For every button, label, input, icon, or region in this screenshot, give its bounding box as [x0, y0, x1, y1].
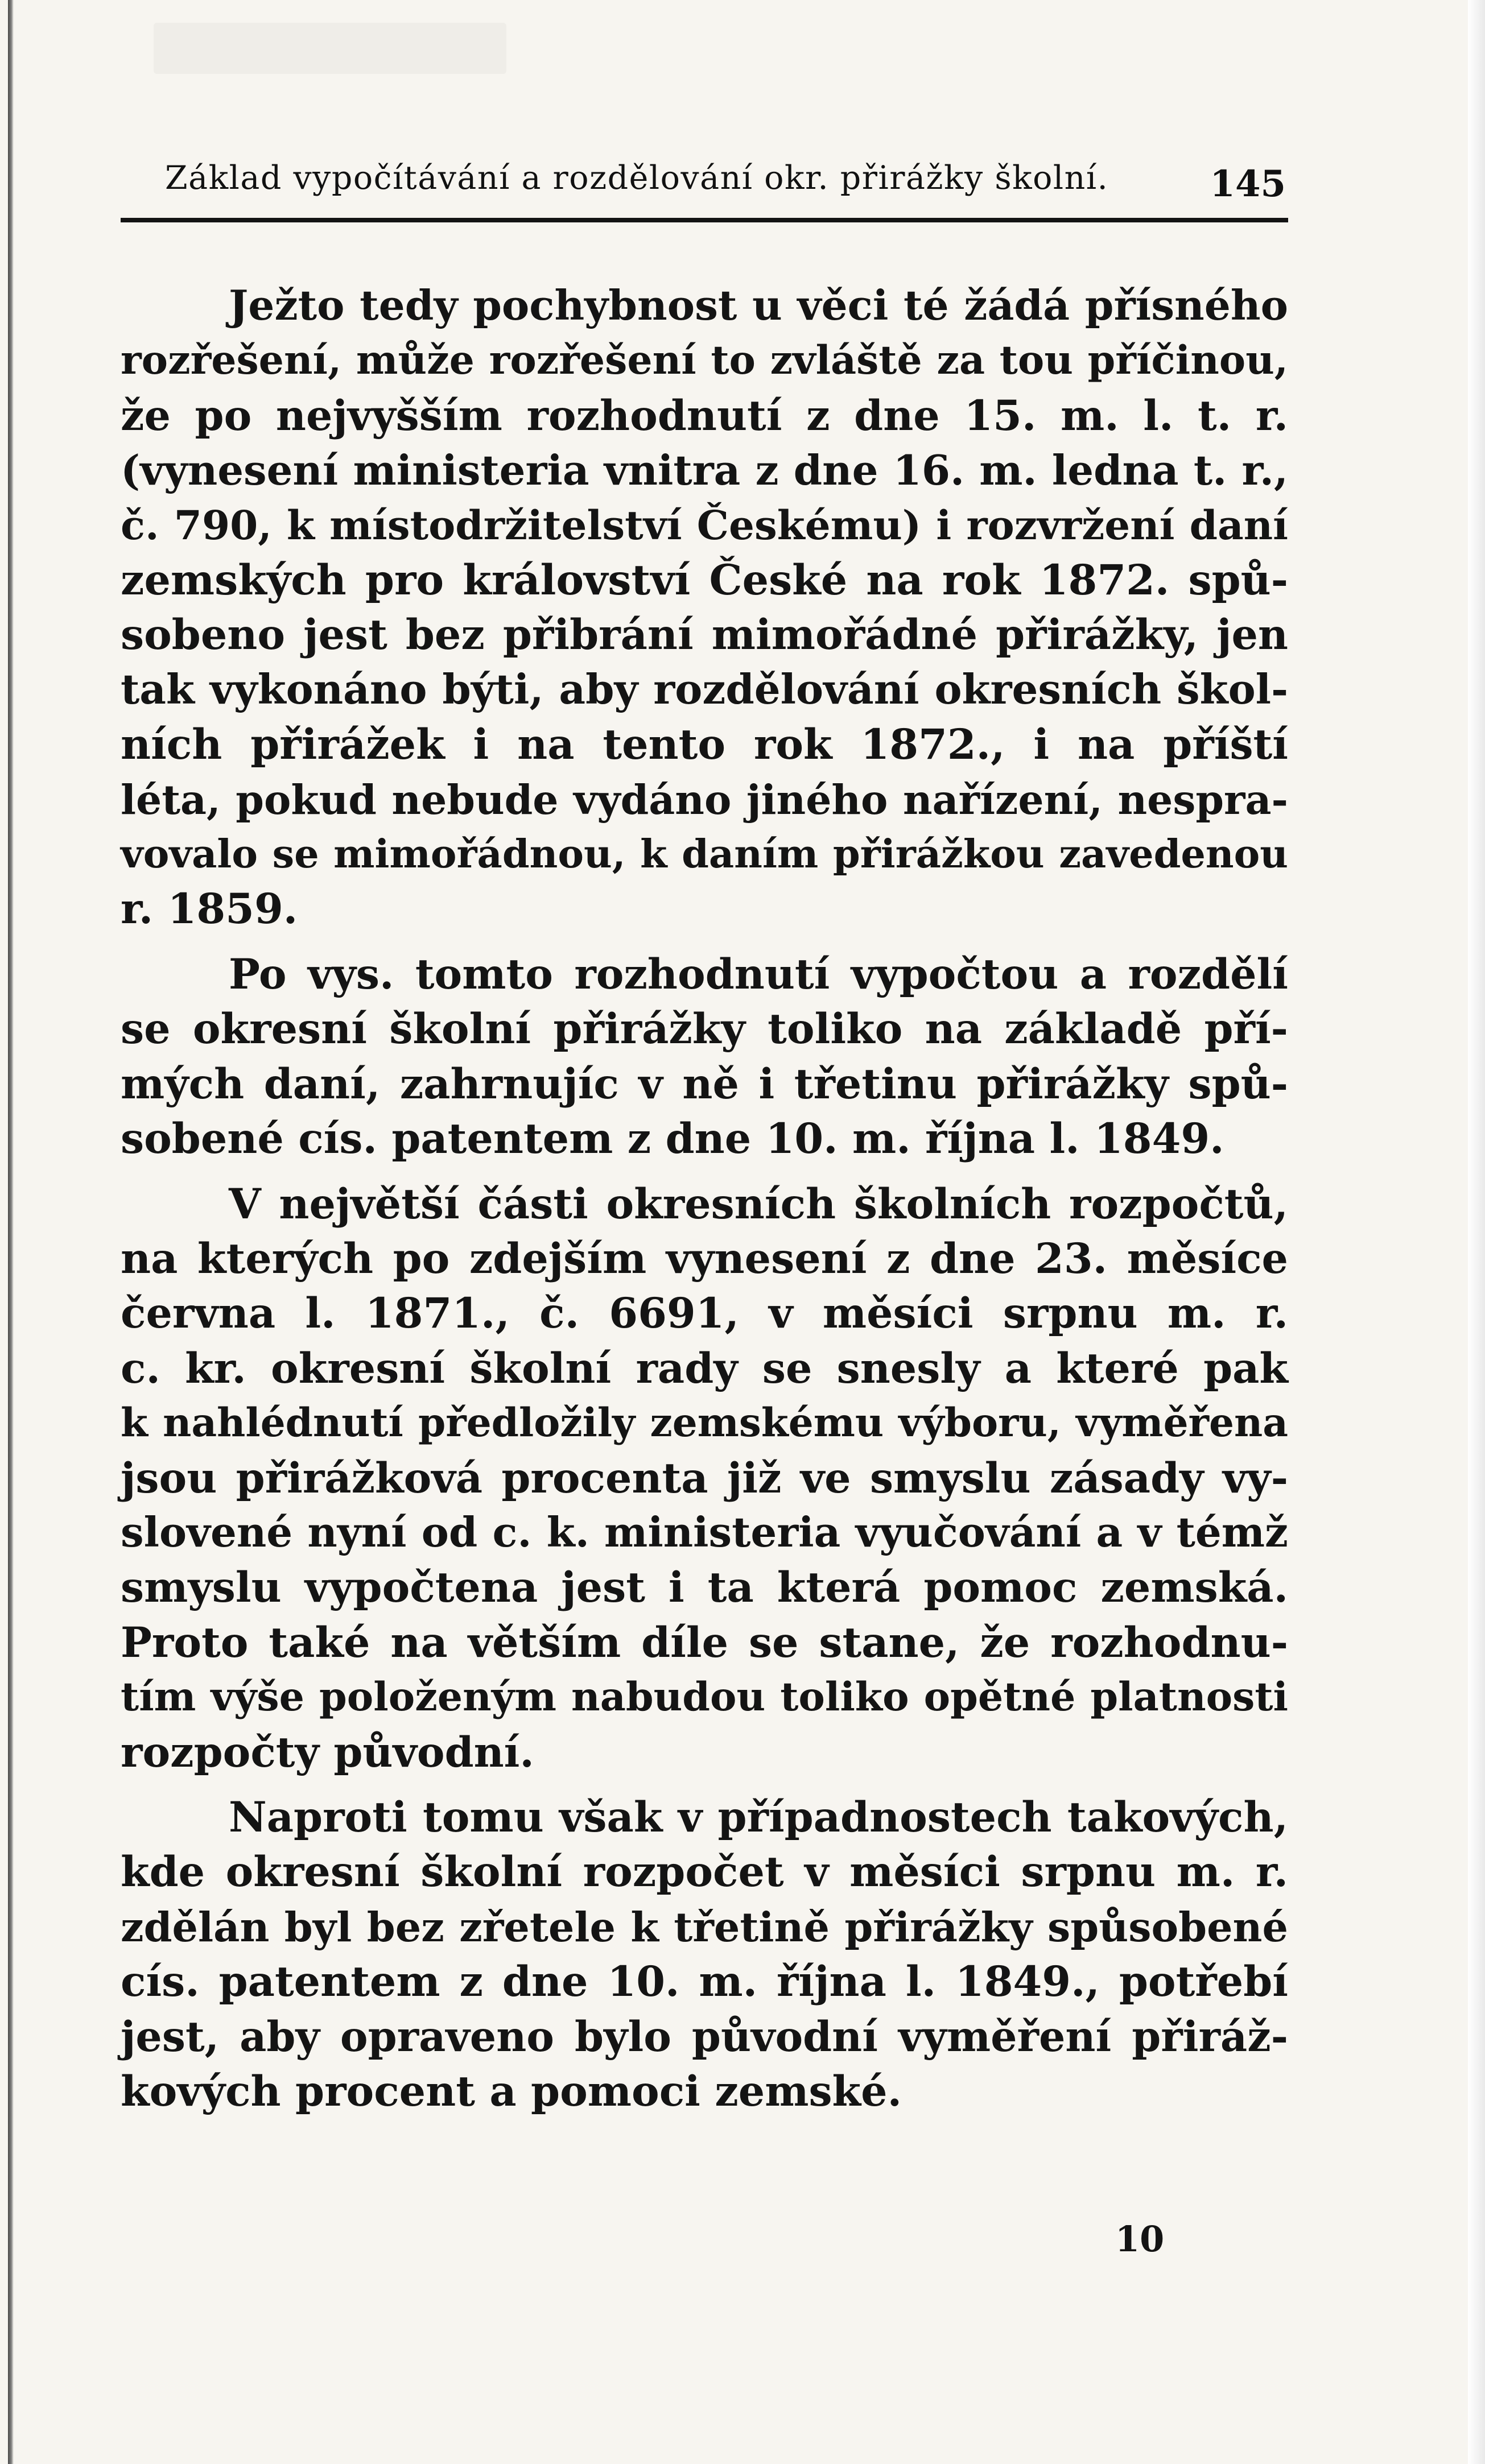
- text-line: sobeno jest bez přibrání mimořádné přirážky, jen: [121, 610, 1288, 660]
- text-line: tak vykonáno býti, aby rozdělování okresních škol-: [121, 665, 1288, 714]
- paragraph: [121, 1790, 1288, 2119]
- text-line: Ježto tedy pochybnost u věci té žádá přísného: [229, 282, 1288, 330]
- text-line: že po nejvyšším rozhodnutí z dne 15. m. l. t. r.: [121, 391, 1288, 440]
- text-line: léta, pokud nebude vydáno jiného nařízení, nespra-: [121, 775, 1288, 824]
- page-edge-left: [8, 0, 14, 2464]
- text-line: kových procent a pomoci zemské.: [121, 2067, 902, 2116]
- text-line: rozpočty původní.: [121, 1727, 534, 1777]
- text-line: Naproti tomu však v případnostech takových,: [229, 1792, 1288, 1842]
- text-line: zdělán byl bez zřetele k třetině přirážky spůsobené: [121, 1903, 1288, 1951]
- text-line: č. 790, k místodržitelství Českému) i rozvržení daní: [121, 501, 1288, 549]
- text-line: jsou přirážková procenta již ve smyslu zásady vy-: [121, 1453, 1288, 1503]
- page-edge-right: [1468, 0, 1485, 2464]
- running-header-title: Základ vypočítávání a rozdělování okr. přirážky školní.: [165, 159, 1109, 197]
- running-header: [165, 159, 1303, 205]
- text-line: Po vys. tomto rozhodnutí vypočtou a rozdělí: [229, 949, 1288, 999]
- show-through-smudge: [154, 23, 506, 74]
- text-line: V největší části okresních školních rozpočtů,: [229, 1179, 1288, 1229]
- text-line: smyslu vypočtena jest i ta která pomoc zemská.: [121, 1563, 1288, 1613]
- page-number: 145: [1210, 163, 1286, 205]
- text-line: cís. patentem z dne 10. m. října l. 1849., potřebí: [121, 1957, 1288, 2007]
- header-rule: [121, 218, 1288, 222]
- text-line: sobené cís. patentem z dne 10. m. října l. 1849.: [121, 1114, 1224, 1164]
- text-line: vovalo se mimořádnou, k daním přirážkou zavedenou: [121, 832, 1288, 878]
- text-line: jest, aby opraveno bylo původní vyměření přiráž-: [121, 2012, 1288, 2061]
- text-line: na kterých po zdejším vynesení z dne 23. měsíce: [121, 1234, 1288, 1283]
- text-line: Proto také na větším díle se stane, že rozhodnu-: [121, 1618, 1288, 1667]
- text-line: r. 1859.: [121, 884, 298, 934]
- text-line: rozřešení, může rozřešení to zvláště za tou příčinou,: [121, 337, 1288, 384]
- signature-mark: 10: [1115, 2218, 1165, 2260]
- text-line: k nahlédnutí předložily zemskému výboru, vyměřena: [121, 1400, 1288, 1446]
- text-line: (vynesení ministeria vnitra z dne 16. m. ledna t. r.,: [121, 446, 1288, 495]
- text-line: ních přirážek i na tento rok 1872., i na příští: [121, 720, 1288, 770]
- paragraph: [121, 947, 1288, 1167]
- paragraph: [121, 1177, 1288, 1780]
- text-line: zemských pro království České na rok 1872. spů-: [121, 556, 1288, 605]
- text-line: mých daní, zahrnujíc v ně i třetinu přirážky spů-: [121, 1059, 1288, 1109]
- text-line: kde okresní školní rozpočet v měsíci srpnu m. r.: [121, 1847, 1288, 1897]
- text-line: se okresní školní přirážky toliko na základě pří-: [121, 1004, 1288, 1054]
- text-line: c. kr. okresní školní rady se snesly a které pak: [121, 1343, 1288, 1393]
- body-text: [121, 279, 1288, 2119]
- text-line: tím výše položeným nabudou toliko opětné platnosti: [121, 1674, 1288, 1721]
- text-line: června l. 1871., č. 6691, v měsíci srpnu m. r.: [121, 1289, 1288, 1338]
- paragraph: [121, 279, 1288, 937]
- text-line: slovené nyní od c. k. ministeria vyučování a v témž: [121, 1508, 1288, 1557]
